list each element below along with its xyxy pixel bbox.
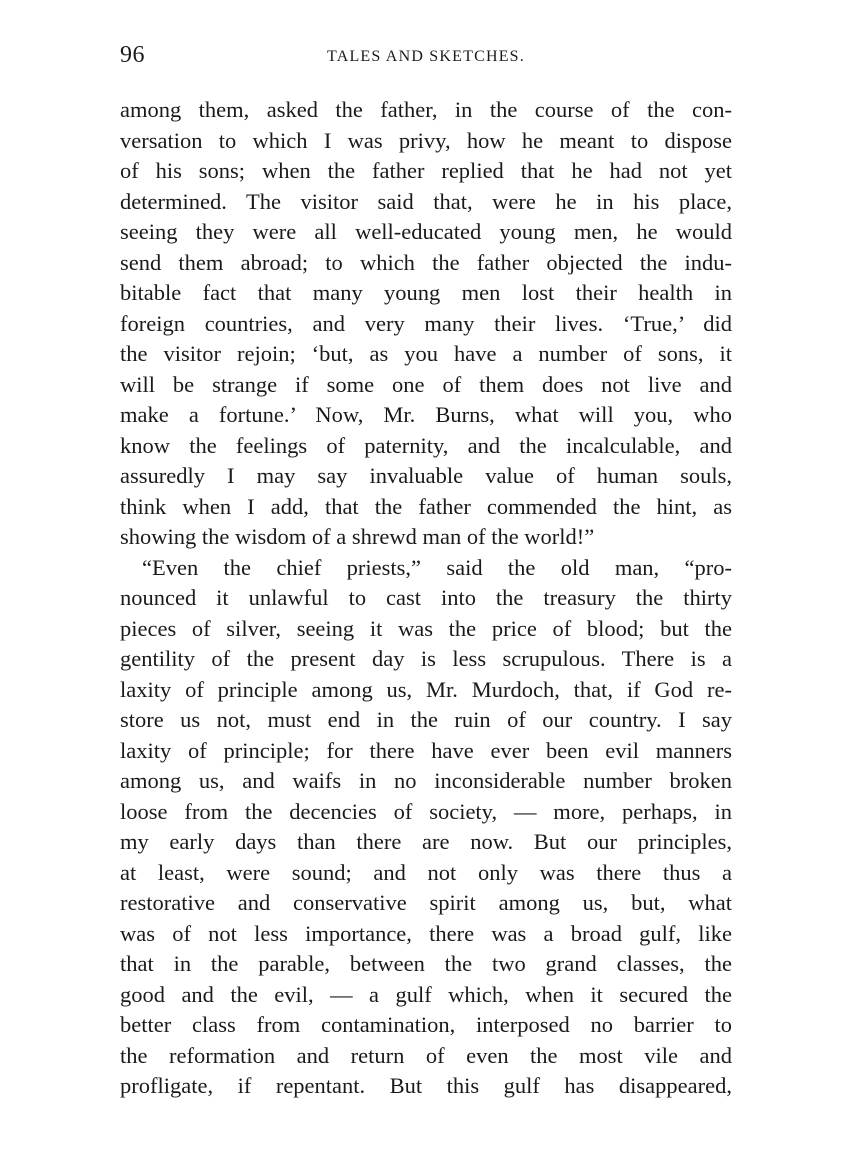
page-number: 96 [120,42,145,68]
text-line: pieces of silver, seeing it was the price of blood; but the [120,615,732,641]
text-line: bitable fact that many young men lost their health in [120,280,732,305]
text-line: profligate, if repentant. But this gulf has disappeared, [120,1073,732,1098]
text-line: “Even the chief priests,” said the old man, “pro- [142,554,732,580]
text-line: that in the parable, between the two grand classes, the [120,951,732,976]
page-header [120,42,732,76]
text-line: send them abroad; to which the father objected the indu- [120,249,732,275]
text-line: at least, were sound; and not only was there thus a [120,859,732,885]
text-line: was of not less importance, there was a broad gulf, like [120,920,732,946]
text-line: among us, and waifs in no inconsiderable number broken [120,768,732,793]
text-line: nounced it unlawful to cast into the treasury the thirty [120,585,732,610]
text-line: the reformation and return of even the most vile and [120,1042,732,1068]
text-line: determined. The visitor said that, were he in his place, [120,188,732,214]
text-line: among them, asked the father, in the course of the con- [120,97,732,122]
text-line: think when I add, that the father commended the hint, as [120,493,732,519]
text-line: laxity of principle; for there have ever been evil manners [120,737,732,763]
text-line: laxity of principle among us, Mr. Murdoch, that, if God re- [120,676,732,702]
body-text [120,95,732,1102]
text-line: store us not, must end in the ruin of our country. I say [120,707,732,732]
text-line: of his sons; when the father replied that he had not yet [120,158,732,183]
text-line: seeing they were all well-educated young men, he would [120,219,732,244]
text-line: make a fortune.’ Now, Mr. Burns, what will you, who [120,402,732,427]
text-line: will be strange if some one of them does not live and [120,371,732,397]
paragraph-1 [120,95,732,553]
text-line: know the feelings of paternity, and the incalculable, and [120,432,732,458]
text-line: the visitor rejoin; ‘but, as you have a number of sons, it [120,341,732,366]
text-line: foreign countries, and very many their lives. ‘True,’ did [120,310,732,336]
text-line: gentility of the present day is less scrupulous. There is a [120,646,732,671]
text-line: restorative and conservative spirit among us, but, what [120,890,732,915]
text-line: loose from the decencies of society, — more, perhaps, in [120,798,732,824]
text-line: better class from contamination, interposed no barrier to [120,1012,732,1037]
text-line: versation to which I was privy, how he meant to dispose [120,127,732,153]
paragraph-2 [120,553,732,1102]
text-line: showing the wisdom of a shrewd man of the world!” [120,524,595,549]
text-line: my early days than there are now. But our principles, [120,829,732,854]
running-head: TALES AND SKETCHES. [327,48,525,65]
text-line: assuredly I may say invaluable value of human souls, [120,463,732,488]
text-line: good and the evil, — a gulf which, when it secured the [120,981,732,1007]
